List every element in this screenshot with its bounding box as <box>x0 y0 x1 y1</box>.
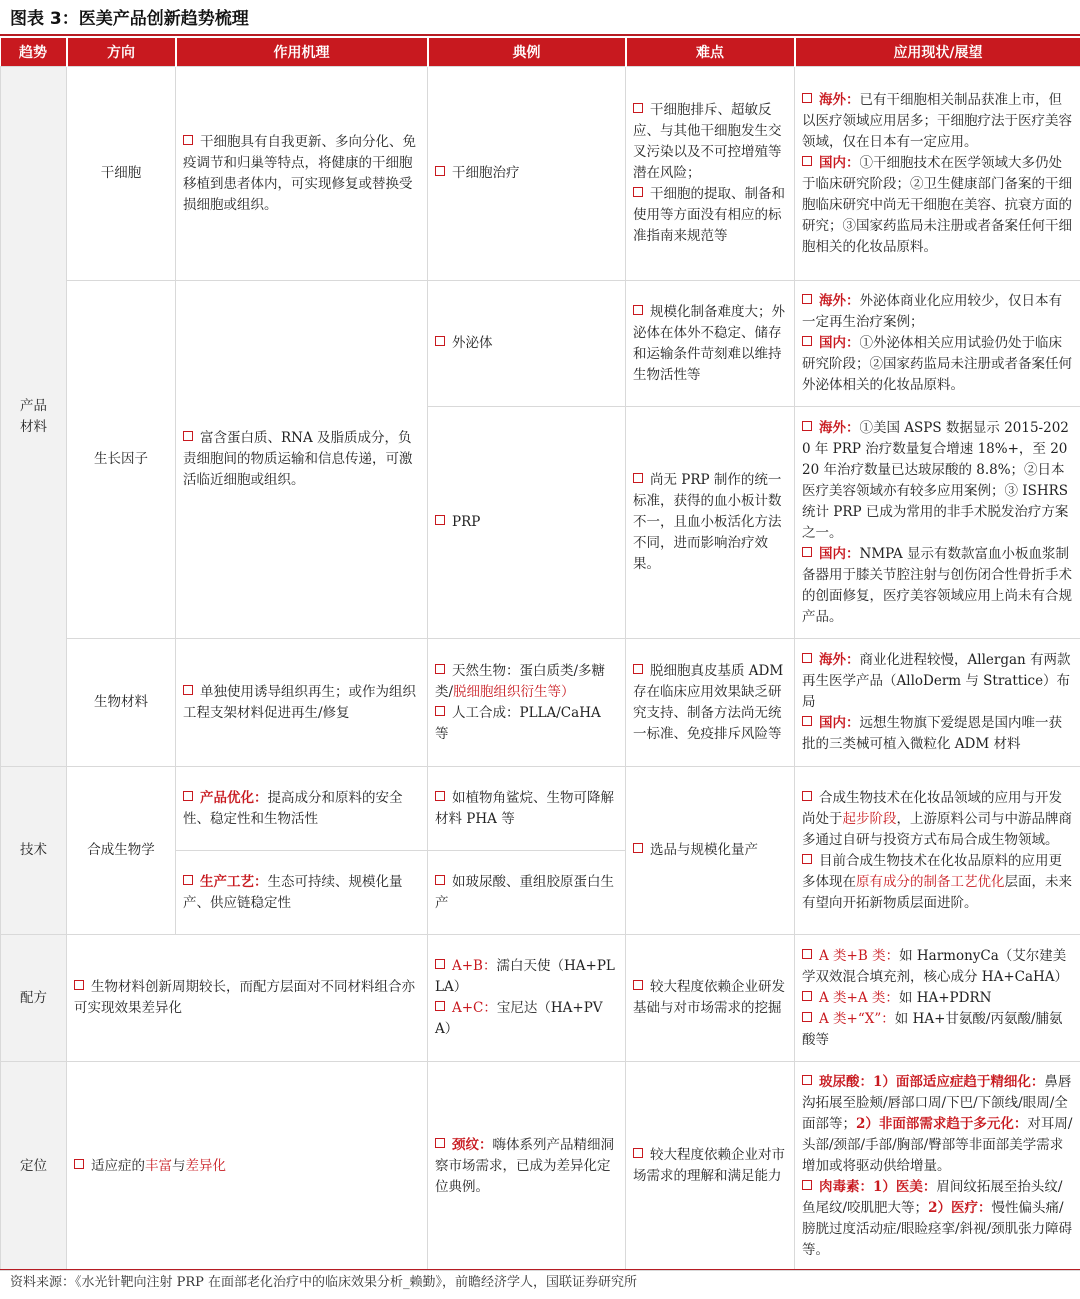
cell-text: 干细胞 <box>100 165 142 181</box>
checkbox-bullet-icon <box>74 1159 84 1169</box>
checkbox-bullet-icon <box>802 421 812 431</box>
checkbox-bullet-icon <box>633 305 643 315</box>
cell-text: 生长因子 <box>94 451 148 467</box>
trend-positioning <box>1 1062 67 1271</box>
status-synthetic-biology <box>795 767 1080 935</box>
checkbox-bullet-icon <box>633 664 643 674</box>
highlight-text: 肉毒素：1）医美： <box>819 1178 937 1195</box>
cell-text: 如 HarmonyCa（艾尔建美学双效混合填充剂，核心成分 HA+CaHA） <box>802 947 1069 985</box>
example-positioning <box>428 1062 626 1271</box>
cell-text: 干细胞排斥、超敏反应、与其他干细胞发生交叉污染以及不可控增殖等潜在风险； <box>633 102 782 181</box>
mechanism-formula <box>67 935 428 1062</box>
highlight-text: 颈纹： <box>452 1136 493 1153</box>
checkbox-bullet-icon <box>183 431 193 441</box>
table-row <box>1 281 1080 407</box>
cell-text: 眉间纹拓展至抬头纹/鱼尾纹/咬肌肥大等； <box>802 1178 1063 1216</box>
cell-text: 规模化制备难度大；外泌体在体外不稳定、储存和运输条件苛刻难以维持生物活性等 <box>633 303 785 383</box>
highlight-text: 脱细胞组织衍生等） <box>453 683 575 700</box>
highlight-text: 海外： <box>819 652 860 668</box>
checkbox-bullet-icon <box>435 336 445 346</box>
cell-text: 干细胞具有自我更新、多向分化、免疫调节和归巢等特点，将健康的干细胞移植到患者体内，可实现修复或替换受损细胞或组织。 <box>183 133 416 213</box>
header-row <box>1 38 1080 67</box>
trend-product-materials <box>1 67 67 767</box>
highlight-text: 起步阶段 <box>842 810 897 827</box>
cell-text: NMPA 显示有数款富血小板血浆制备器用于膝关节腔注射与创伤闭合性骨折手术的创面修复，医疗美容领域应用上尚未有合规产品。 <box>802 545 1072 625</box>
highlight-text: 生产工艺： <box>200 873 268 890</box>
checkbox-bullet-icon <box>633 980 643 990</box>
checkbox-bullet-icon <box>802 336 812 346</box>
direction-growth-factor <box>67 281 176 639</box>
cell-text: 已有干细胞相关制品获准上市，但以医疗领域应用居多；干细胞疗法于医疗美容领域，仅在日本有一定应用。 <box>802 91 1072 150</box>
difficulty-positioning <box>626 1062 795 1271</box>
status-prp <box>795 407 1080 639</box>
cell-text: 提高成分和原料的安全性、稳定性和生物活性 <box>183 789 403 827</box>
header-example: 典例 <box>428 38 626 67</box>
highlight-text: 玻尿酸：1）面部适应症趋于精细化： <box>819 1073 1045 1090</box>
highlight-text: 海外： <box>819 91 860 108</box>
cell-text: 材料 <box>20 418 47 435</box>
checkbox-bullet-icon <box>435 166 445 176</box>
highlight-text: 丰富 <box>145 1157 172 1174</box>
example-exosome <box>428 281 626 407</box>
cell-text: 如 HA+PDRN <box>898 989 992 1006</box>
direction-stem-cell <box>67 67 176 281</box>
cell-text: 层面，未来有望向开拓新物质层面进阶。 <box>802 873 1072 911</box>
example-formula <box>428 935 626 1062</box>
checkbox-bullet-icon <box>802 294 812 304</box>
example-stem-cell <box>428 67 626 281</box>
cell-text: 合成生物技术在化妆品领域的应用与开发尚处于 <box>802 789 1062 827</box>
cell-text: PRP <box>452 514 481 530</box>
status-biomaterial <box>795 639 1080 767</box>
checkbox-bullet-icon <box>802 991 812 1001</box>
cell-text: 外泌体 <box>452 335 493 351</box>
difficulty-biomaterial <box>626 639 795 767</box>
header-status: 应用现状/展望 <box>795 38 1080 67</box>
status-positioning <box>795 1062 1080 1271</box>
cell-text: 较大程度依赖企业对市场需求的理解和满足能力 <box>633 1147 785 1184</box>
checkbox-bullet-icon <box>802 156 812 166</box>
status-formula <box>795 935 1080 1062</box>
checkbox-bullet-icon <box>435 1138 445 1148</box>
cell-text: ①干细胞技术在医学领域大多仍处于临床研究阶段；②卫生健康部门备案的干细胞临床研究中尚无干细胞在美容、抗衰方面的研究；③国家药监局未注册或者备案任何干细胞相关的化妆品原料。 <box>802 154 1072 255</box>
header-difficulty: 难点 <box>626 38 795 67</box>
highlight-text: A+C： <box>452 1000 497 1016</box>
mechanism-biomaterial <box>176 639 428 767</box>
highlight-text: 差异化 <box>185 1157 226 1174</box>
table-row <box>1 67 1080 281</box>
highlight-text: 原有成分的制备工艺优化 <box>856 873 1005 890</box>
checkbox-bullet-icon <box>183 791 193 801</box>
checkbox-bullet-icon <box>183 135 193 145</box>
checkbox-bullet-icon <box>802 653 812 663</box>
cell-text: 定位 <box>20 1157 47 1174</box>
mechanism-positioning <box>67 1062 428 1271</box>
example-product-optimization <box>428 767 626 851</box>
cell-text: 如玻尿酸、重组胶原蛋白生产 <box>435 873 614 911</box>
cell-text: 干细胞的提取、制备和使用等方面没有相应的标准指南来规范等 <box>633 186 785 244</box>
cell-text: 外泌体商业化应用较少，仅日本有一定再生治疗案例； <box>802 293 1062 330</box>
cell-text: 慢性偏头痛/膀胱过度活动症/眼睑痉挛/斜视/颈肌张力障碍等。 <box>802 1199 1073 1258</box>
checkbox-bullet-icon <box>435 706 445 716</box>
highlight-text: 产品优化： <box>200 789 268 806</box>
trend-technology <box>1 767 67 935</box>
header-mechanism: 作用机理 <box>176 38 428 67</box>
table-row <box>1 639 1080 767</box>
highlight-text: 2）非面部需求趋于多元化： <box>856 1115 1028 1132</box>
checkbox-bullet-icon <box>802 854 812 864</box>
cell-text: 配方 <box>20 989 47 1006</box>
difficulty-exosome <box>626 281 795 407</box>
cell-text: 干细胞治疗 <box>452 165 520 181</box>
checkbox-bullet-icon <box>802 547 812 557</box>
highlight-text: 海外： <box>819 293 860 309</box>
difficulty-prp <box>626 407 795 639</box>
cell-text: 目前合成生物技术在化妆品原料的应用更多体现在 <box>802 852 1062 890</box>
difficulty-synthetic-biology <box>626 767 795 935</box>
table-row <box>1 767 1080 851</box>
cell-text: 生物材料 <box>94 694 148 710</box>
checkbox-bullet-icon <box>435 1001 445 1011</box>
status-stem-cell <box>795 67 1080 281</box>
highlight-text: 2）医疗： <box>928 1199 992 1216</box>
checkbox-bullet-icon <box>633 103 643 113</box>
cell-text: 濡白天使（HA+PLLA） <box>435 958 615 995</box>
cell-text: 生态可持续、规模化量产、供应链稳定性 <box>183 873 403 911</box>
cell-text: 鼻唇沟拓展至脸颊/唇部口周/下巴/下颌线/眼周/全面部等； <box>802 1073 1072 1132</box>
status-exosome <box>795 281 1080 407</box>
difficulty-stem-cell <box>626 67 795 281</box>
cell-text: 尚无 PRP 制作的统一标准，获得的血小板计数不一，且血小板活化方法不同，进而影响治疗效果。 <box>633 472 782 572</box>
cell-text: 人工合成：PLLA/CaHA 等 <box>435 704 601 742</box>
table-row <box>1 1062 1080 1271</box>
cell-text: 宝尼达（HA+PVA） <box>435 1000 603 1037</box>
figure-title: 图表 3：医美产品创新趋势梳理 <box>10 9 249 29</box>
checkbox-bullet-icon <box>435 959 445 969</box>
example-biomaterial <box>428 639 626 767</box>
checkbox-bullet-icon <box>183 685 193 695</box>
checkbox-bullet-icon <box>802 1075 812 1085</box>
highlight-text: A 类+“X”： <box>819 1010 895 1027</box>
highlight-text: A 类+B 类： <box>819 947 900 964</box>
source-note: 资料来源：《水光针靶向注射 PRP 在面部老化治疗中的临床效果分析_赖勤》，前瞻经济学人，国联证券研究所 <box>10 1275 638 1290</box>
cell-text: 如植物角鲨烷、生物可降解材料 PHA 等 <box>435 789 614 827</box>
cell-text: 单独使用诱导组织再生；或作为组织工程支架材料促进再生/修复 <box>183 683 416 721</box>
checkbox-bullet-icon <box>633 187 643 197</box>
cell-text: 远想生物旗下爱缇恩是国内唯一获批的三类械可植入微粒化 ADM 材料 <box>802 715 1062 752</box>
checkbox-bullet-icon <box>435 875 445 885</box>
cell-text: 产品 <box>20 397 47 414</box>
cell-text: 与 <box>172 1157 186 1174</box>
highlight-text: 国内： <box>819 715 860 731</box>
checkbox-bullet-icon <box>802 716 812 726</box>
cell-text: 技术 <box>20 842 47 858</box>
checkbox-bullet-icon <box>74 980 84 990</box>
cell-text: 对耳周/头部/颈部/手部/胸部/臀部等非面部美学需求增加或将驱动供给增量。 <box>802 1115 1073 1174</box>
checkbox-bullet-icon <box>435 664 445 674</box>
checkbox-bullet-icon <box>802 93 812 103</box>
mechanism-stem-cell <box>176 67 428 281</box>
mechanism-product-optimization <box>176 767 428 851</box>
trend-table <box>0 38 1080 1271</box>
checkbox-bullet-icon <box>633 843 643 853</box>
direction-synthetic-biology <box>67 767 176 935</box>
highlight-text: 国内： <box>819 154 860 171</box>
mechanism-growth-factor <box>176 281 428 639</box>
trend-formula <box>1 935 67 1062</box>
highlight-text: 海外： <box>819 419 860 436</box>
cell-text: ，上游原料公司与中游品牌商多通过自研与投资方式布局合成生物领域。 <box>802 810 1072 848</box>
cell-text: 适应症的 <box>91 1157 145 1174</box>
cell-text: 嗨体系列产品精细洞察市场需求，已成为差异化定位典例。 <box>435 1136 614 1195</box>
checkbox-bullet-icon <box>802 1012 812 1022</box>
header-trend: 趋势 <box>1 38 67 67</box>
cell-text: ①外泌体相关应用试验仍处于临床研究阶段；②国家药监局未注册或者备案任何外泌体相关的化妆品原料。 <box>802 335 1072 393</box>
cell-text: 脱细胞真皮基质 ADM 存在临床应用效果缺乏研究支持、制备方法尚无统一标准、免疫排斥风险等 <box>633 662 784 742</box>
cell-text: 生物材料创新周期较长，而配方层面对不同材料组合亦可实现效果差异化 <box>74 979 415 1016</box>
direction-biomaterial <box>67 639 176 767</box>
cell-text: 商业化进程较慢，Allergan 有两款再生医学产品（AlloDerm 与 Strattice）布局 <box>802 652 1071 710</box>
example-production-process <box>428 851 626 935</box>
cell-text: ①美国 ASPS 数据显示 2015-2020 年 PRP 治疗数量复合增速 18%+，至 2020 年治疗数量已达玻尿酸的 8.8%；②日本医疗美容领域亦有较多应用案例；③ ISHRS 统计 PRP 已成为常用的非手术脱发治疗方案之一。 <box>802 419 1069 541</box>
highlight-text: A+B： <box>452 958 497 974</box>
example-prp <box>428 407 626 639</box>
checkbox-bullet-icon <box>802 949 812 959</box>
checkbox-bullet-icon <box>633 473 643 483</box>
checkbox-bullet-icon <box>633 1148 643 1158</box>
cell-text: 富含蛋白质、RNA 及脂质成分，负责细胞间的物质运输和信息传递，可激活临近细胞或组织。 <box>183 430 413 488</box>
cell-text: 较大程度依赖企业研发基础与对市场需求的挖掘 <box>633 979 785 1016</box>
checkbox-bullet-icon <box>435 515 445 525</box>
highlight-text: 国内： <box>819 335 860 351</box>
highlight-text: 国内： <box>819 545 860 562</box>
cell-text: 选品与规模化量产 <box>650 842 758 858</box>
difficulty-formula <box>626 935 795 1062</box>
title-divider <box>0 34 1080 36</box>
header-direction: 方向 <box>67 38 176 67</box>
checkbox-bullet-icon <box>435 791 445 801</box>
checkbox-bullet-icon <box>802 791 812 801</box>
mechanism-production-process <box>176 851 428 935</box>
checkbox-bullet-icon <box>183 875 193 885</box>
cell-text: 合成生物学 <box>87 842 155 858</box>
table-row <box>1 935 1080 1062</box>
checkbox-bullet-icon <box>802 1180 812 1190</box>
highlight-text: A 类+A 类： <box>819 989 899 1006</box>
cell-text: 天然生物：蛋白质类/多糖类/ <box>435 662 606 700</box>
cell-text: 如 HA+甘氨酸/丙氨酸/脯氨酸等 <box>802 1010 1063 1048</box>
